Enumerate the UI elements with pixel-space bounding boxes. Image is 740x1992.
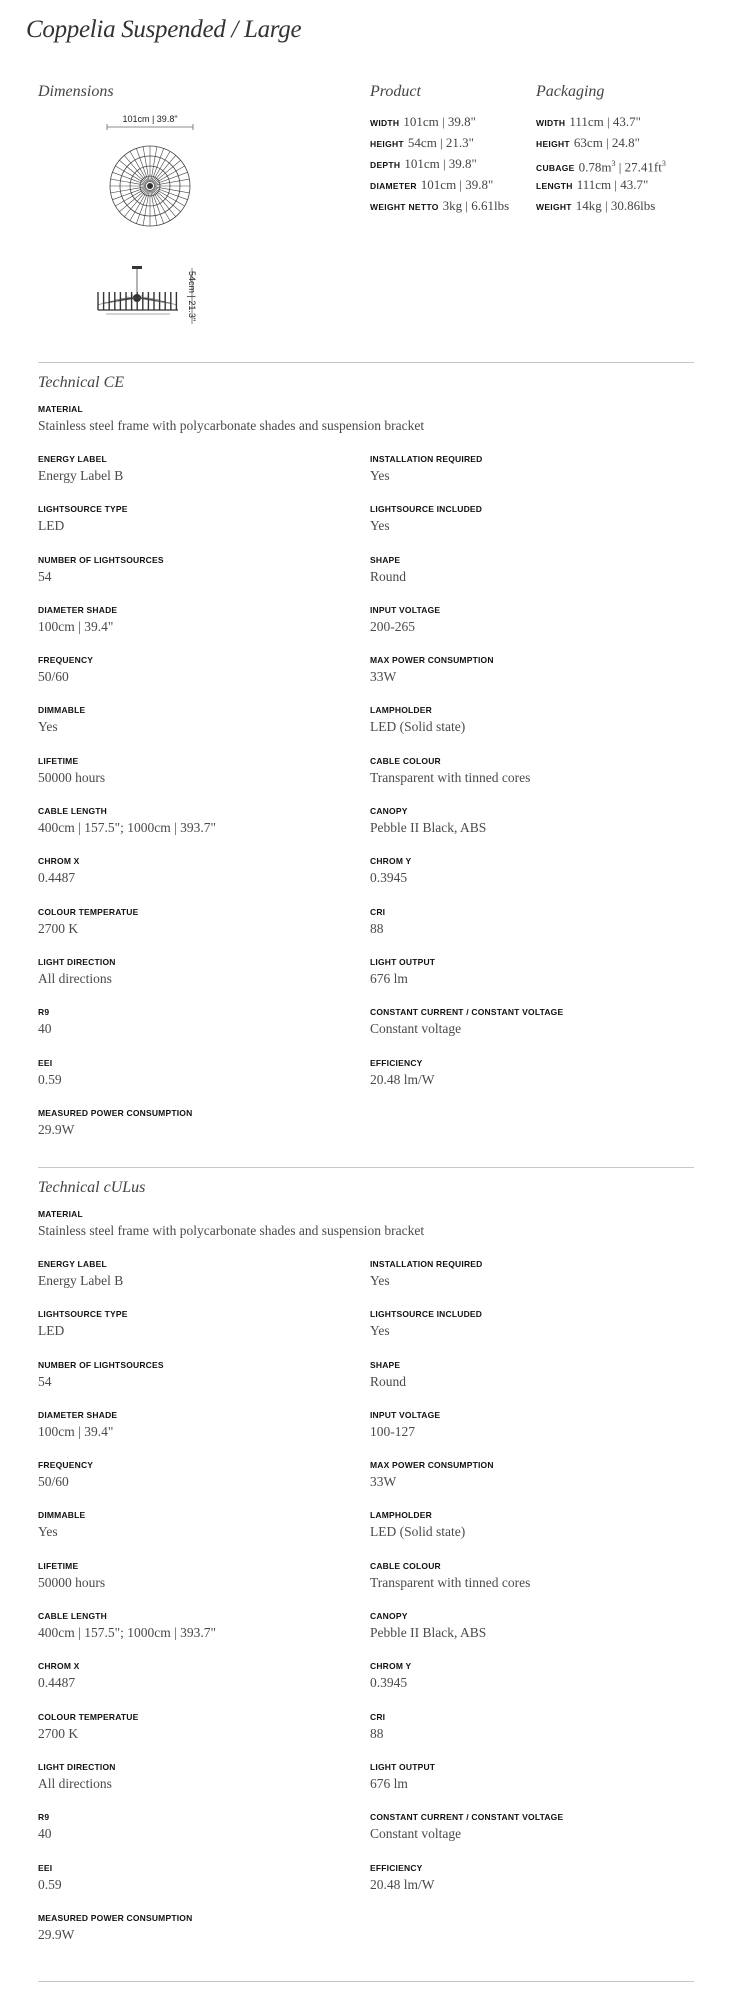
spec-field xyxy=(370,1559,698,1609)
spec-value: 0.59 xyxy=(38,1876,62,1892)
hub xyxy=(147,183,153,189)
spec-value: 0.3945 xyxy=(370,870,408,886)
top-width-label: 101cm | 39.8" xyxy=(122,114,178,124)
spec-label: LAMPHOLDER xyxy=(370,705,432,716)
spec-field xyxy=(38,804,370,854)
spec-value: 29.9W xyxy=(38,1926,75,1942)
spec-label: CHROM X xyxy=(38,856,80,867)
side-height-label: 54cm | 21.3" xyxy=(187,270,197,322)
spec-value: 50/60 xyxy=(38,669,69,685)
product-spec-height: HEIGHT 54cm | 21.3" xyxy=(370,135,474,150)
spec-label: EFFICIENCY xyxy=(370,1862,423,1873)
spec-value: Yes xyxy=(38,719,58,735)
packaging-specs xyxy=(536,114,666,219)
spec-field xyxy=(38,1005,370,1055)
spec-field xyxy=(370,854,698,904)
spec-field xyxy=(370,754,698,804)
spec-value: Transparent with tinned cores xyxy=(370,1574,531,1590)
spec-label: CANOPY xyxy=(370,1611,408,1622)
spec-label: R9 xyxy=(38,1007,50,1018)
spec-value: Yes xyxy=(38,1524,58,1540)
spec-value: 2700 K xyxy=(38,920,79,936)
spec-value: 40 xyxy=(38,1826,52,1842)
spec-label: DIMMABLE xyxy=(38,705,86,716)
spec-label: EFFICIENCY xyxy=(370,1057,423,1068)
spec-field xyxy=(38,703,370,753)
spec-label: MEASURED POWER CONSUMPTION xyxy=(38,1107,193,1118)
canopy-shape xyxy=(132,266,142,269)
spec-value: Yes xyxy=(370,1273,390,1288)
technical-culus-fields xyxy=(38,1257,698,1961)
spec-field xyxy=(370,1861,698,1911)
spec-label: R9 xyxy=(38,1812,50,1823)
spec-label: MEASURED POWER CONSUMPTION xyxy=(38,1912,193,1923)
spec-value: 100cm | 39.4" xyxy=(38,618,114,634)
spec-value: Constant voltage xyxy=(370,1826,462,1842)
spec-field xyxy=(38,502,370,552)
spec-field xyxy=(38,603,370,653)
spec-value: 200-265 xyxy=(370,618,415,634)
spec-field xyxy=(38,1659,370,1709)
spec-label: SHAPE xyxy=(370,1359,401,1370)
spec-label: DIMMABLE xyxy=(38,1510,86,1521)
spec-value: Yes xyxy=(370,468,390,483)
spec-field xyxy=(38,1559,370,1609)
spec-label: ENERGY LABEL xyxy=(38,454,107,464)
spec-label: CHROM Y xyxy=(370,856,412,867)
page-title: Coppelia Suspended / Large xyxy=(26,16,302,43)
spec-field xyxy=(370,653,698,703)
spec-field xyxy=(38,1106,370,1156)
spec-value: 0.4487 xyxy=(38,870,76,886)
spec-label: EEI xyxy=(38,1057,53,1068)
product-spec-width: WIDTH 101cm | 39.8" xyxy=(370,114,476,129)
spec-label: MAX POWER CONSUMPTION xyxy=(370,1460,494,1471)
spec-label: LIFETIME xyxy=(38,755,79,766)
spec-label: DIAMETER SHADE xyxy=(38,1409,118,1420)
spec-field xyxy=(38,452,370,502)
spec-label: CHROM Y xyxy=(370,1661,412,1672)
spec-value: 33W xyxy=(370,1474,397,1490)
spec-label: EEI xyxy=(38,1862,53,1873)
product-spec-weight-netto: WEIGHT NETTO 3kg | 6.61lbs xyxy=(370,198,510,213)
spec-field xyxy=(370,502,698,552)
spec-value: Round xyxy=(370,568,407,584)
spec-value: Energy Label B xyxy=(38,1273,124,1288)
spec-field xyxy=(38,1710,370,1760)
spec-value: 2700 K xyxy=(38,1725,79,1741)
technical-ce-heading: Technical CE xyxy=(38,374,125,391)
spec-field xyxy=(38,1408,370,1458)
spec-field xyxy=(370,1810,698,1860)
spec-field xyxy=(370,1307,698,1357)
spec-label: CRI xyxy=(370,1711,386,1722)
spec-label: COLOUR TEMPERATUE xyxy=(38,1711,139,1722)
spec-field xyxy=(38,1056,370,1106)
spec-field xyxy=(370,1458,698,1508)
spec-label: LIGHT OUTPUT xyxy=(370,956,436,967)
spec-label: CONSTANT CURRENT / CONSTANT VOLTAGE xyxy=(370,1007,564,1018)
product-spec-diameter: DIAMETER 101cm | 39.8" xyxy=(370,177,494,192)
technical-ce-section xyxy=(38,373,698,1156)
packaging-spec-height: HEIGHT 63cm | 24.8" xyxy=(536,135,640,150)
spec-label: INSTALLATION REQUIRED xyxy=(370,454,483,464)
spec-label: FREQUENCY xyxy=(38,655,94,666)
spec-label: INPUT VOLTAGE xyxy=(370,604,441,615)
spec-field xyxy=(38,1358,370,1408)
spec-value: 0.4487 xyxy=(38,1675,76,1691)
spec-value: LED xyxy=(38,1323,65,1339)
spec-value: Pebble II Black, ABS xyxy=(370,820,487,836)
spec-field xyxy=(38,1760,370,1810)
spec-field xyxy=(38,754,370,804)
spec-label: CRI xyxy=(370,906,386,917)
packaging-spec-width: WIDTH 111cm | 43.7" xyxy=(536,114,641,129)
spec-label: CONSTANT CURRENT / CONSTANT VOLTAGE xyxy=(370,1812,564,1823)
spec-label: INSTALLATION REQUIRED xyxy=(370,1259,483,1269)
spec-field xyxy=(370,1056,698,1106)
top-view-drawing xyxy=(90,110,210,236)
spec-field xyxy=(370,1659,698,1709)
spec-value: 50000 hours xyxy=(38,769,106,785)
spec-value: 400cm | 157.5"; 1000cm | 393.7" xyxy=(38,820,217,836)
spec-field xyxy=(370,905,698,955)
spec-field xyxy=(370,703,698,753)
spec-field xyxy=(38,955,370,1005)
spec-value: 676 lm xyxy=(370,1775,408,1791)
spec-field xyxy=(370,1710,698,1760)
divider xyxy=(38,1981,694,1982)
spec-label: LIGHT DIRECTION xyxy=(38,1761,116,1772)
spec-value: 0.3945 xyxy=(370,1675,408,1691)
spec-label: LIFETIME xyxy=(38,1560,79,1571)
spec-value: 88 xyxy=(370,1725,384,1741)
packaging-heading: Packaging xyxy=(536,83,605,100)
spec-value: Constant voltage xyxy=(370,1021,462,1037)
technical-culus-material: MATERIAL Stainless steel frame with polycarbonate shades and suspension bracket xyxy=(38,1209,425,1238)
spec-field xyxy=(370,1408,698,1458)
divider xyxy=(38,1167,694,1168)
spec-value: Energy Label B xyxy=(38,468,124,483)
spec-value: 40 xyxy=(38,1021,52,1037)
spec-field xyxy=(370,1358,698,1408)
spec-field xyxy=(38,1609,370,1659)
spec-label: LAMPHOLDER xyxy=(370,1510,432,1521)
spec-value: Transparent with tinned cores xyxy=(370,769,531,785)
spec-field xyxy=(38,1257,370,1307)
technical-ce-fields xyxy=(38,452,698,1156)
product-spec-depth: DEPTH 101cm | 39.8" xyxy=(370,156,477,171)
spec-label: CANOPY xyxy=(370,806,408,817)
spec-label: LIGHTSOURCE INCLUDED xyxy=(370,504,483,515)
spec-value: 54 xyxy=(38,1373,52,1389)
chandelier-side-view-icon xyxy=(98,266,178,314)
chandelier-top-view-icon xyxy=(110,146,190,226)
spec-value: All directions xyxy=(38,970,112,986)
spec-label: ENERGY LABEL xyxy=(38,1259,107,1269)
spec-label: LIGHT OUTPUT xyxy=(370,1761,436,1772)
spec-label: CHROM X xyxy=(38,1661,80,1672)
spec-label: CABLE LENGTH xyxy=(38,806,107,817)
spec-field xyxy=(370,1257,698,1307)
packaging-spec-cubage: CUBAGE $0.78m^3$ | $27.41ft^3$ xyxy=(536,159,666,175)
side-view-drawing xyxy=(96,262,216,334)
divider xyxy=(38,362,694,363)
spec-value: 29.9W xyxy=(38,1121,75,1137)
spec-value: 0.59 xyxy=(38,1071,62,1087)
spec-label: COLOUR TEMPERATUE xyxy=(38,906,139,917)
dimensions-heading: Dimensions xyxy=(38,83,114,100)
spec-value: 20.48 lm/W xyxy=(370,1071,435,1087)
spec-value: 50/60 xyxy=(38,1474,69,1490)
spec-field xyxy=(370,1005,698,1055)
technical-culus-heading: Technical cULus xyxy=(38,1179,146,1196)
technical-culus-section xyxy=(38,1178,698,1961)
spec-value: Yes xyxy=(370,1323,390,1339)
spec-field xyxy=(38,1810,370,1860)
spec-field xyxy=(370,1508,698,1558)
spec-label: LIGHT DIRECTION xyxy=(38,956,116,967)
spec-field xyxy=(370,553,698,603)
spec-value: Pebble II Black, ABS xyxy=(370,1625,487,1641)
spec-label: INPUT VOLTAGE xyxy=(370,1409,441,1420)
spec-field xyxy=(370,1760,698,1810)
spec-label: DIAMETER SHADE xyxy=(38,604,118,615)
spec-label: LIGHTSOURCE TYPE xyxy=(38,1309,128,1320)
spec-label: LIGHTSOURCE INCLUDED xyxy=(370,1309,483,1320)
product-heading: Product xyxy=(370,83,421,100)
spec-field xyxy=(38,905,370,955)
spec-value: 88 xyxy=(370,920,384,936)
spec-field xyxy=(38,553,370,603)
spec-value: Round xyxy=(370,1373,407,1389)
spec-field xyxy=(38,1307,370,1357)
spec-field xyxy=(38,1861,370,1911)
spec-value: 33W xyxy=(370,669,397,685)
spec-field xyxy=(370,452,698,502)
spec-label: SHAPE xyxy=(370,554,401,565)
spec-value: LED (Solid state) xyxy=(370,1524,466,1540)
packaging-spec-length: LENGTH 111cm | 43.7" xyxy=(536,177,649,192)
spec-value: 20.48 lm/W xyxy=(370,1876,435,1892)
technical-ce-material: MATERIAL Stainless steel frame with polycarbonate shades and suspension bracket xyxy=(38,404,425,433)
spec-value: 54 xyxy=(38,568,52,584)
spec-label: MAX POWER CONSUMPTION xyxy=(370,655,494,666)
spec-field xyxy=(38,854,370,904)
spec-label: CABLE LENGTH xyxy=(38,1611,107,1622)
spec-value: 100-127 xyxy=(370,1423,415,1439)
spec-label: LIGHTSOURCE TYPE xyxy=(38,504,128,515)
spec-value: Yes xyxy=(370,518,390,534)
spec-label: NUMBER OF LIGHTSOURCES xyxy=(38,554,164,565)
spec-label: FREQUENCY xyxy=(38,1460,94,1471)
spec-field xyxy=(370,1609,698,1659)
spec-value: 676 lm xyxy=(370,970,408,986)
spec-field xyxy=(38,653,370,703)
spec-field xyxy=(38,1458,370,1508)
spec-label: CABLE COLOUR xyxy=(370,755,441,766)
spec-value: 400cm | 157.5"; 1000cm | 393.7" xyxy=(38,1625,217,1641)
spec-field xyxy=(38,1508,370,1558)
spec-field xyxy=(370,955,698,1005)
spec-value: LED xyxy=(38,518,65,534)
spec-field xyxy=(38,1911,370,1961)
spec-label: CABLE COLOUR xyxy=(370,1560,441,1571)
spec-field xyxy=(370,603,698,653)
spec-value: 100cm | 39.4" xyxy=(38,1423,114,1439)
spec-label: NUMBER OF LIGHTSOURCES xyxy=(38,1359,164,1370)
packaging-spec-weight: WEIGHT 14kg | 30.86lbs xyxy=(536,198,656,213)
spec-value: 50000 hours xyxy=(38,1574,106,1590)
product-specs xyxy=(370,114,509,219)
spec-value: LED (Solid state) xyxy=(370,719,466,735)
spec-field xyxy=(370,804,698,854)
spec-value: All directions xyxy=(38,1775,112,1791)
